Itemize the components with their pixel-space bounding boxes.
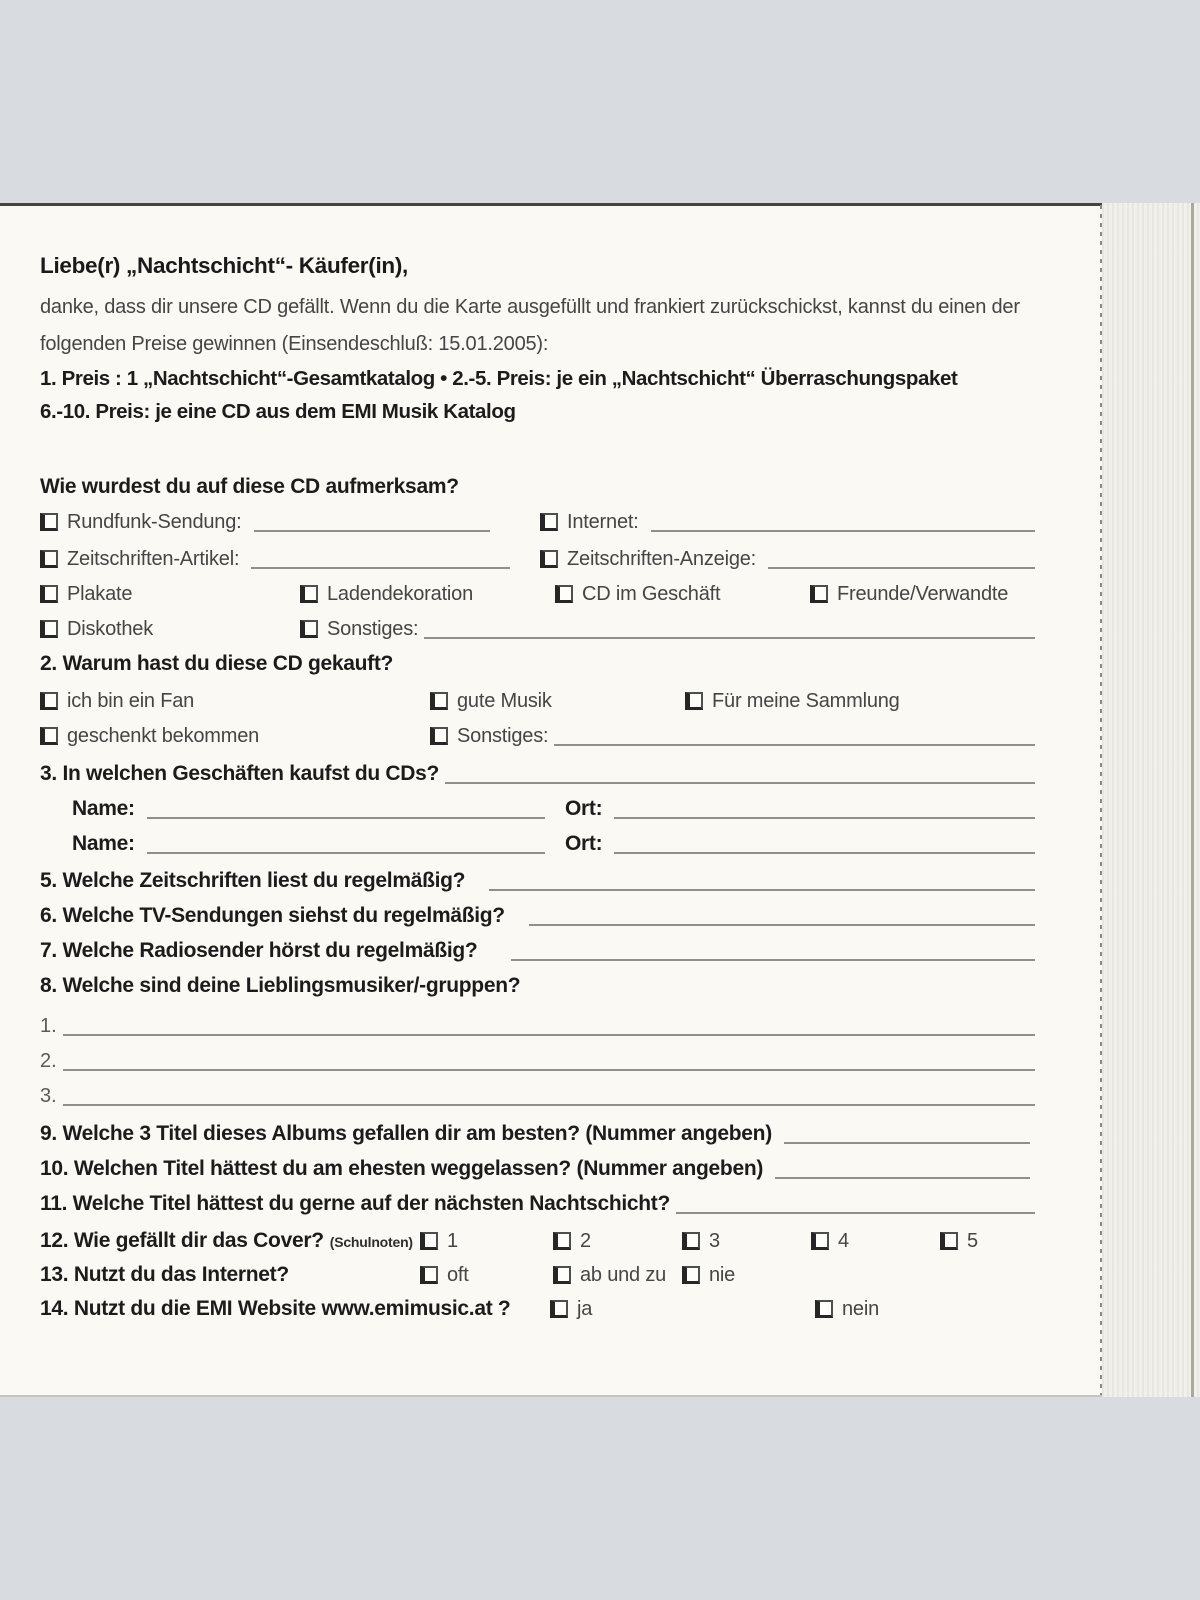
label-emi-website-nein: nein: [842, 1298, 880, 1320]
intro-line-1: danke, dass dir unsere CD gefällt. Wenn du die Karte ausgefüllt und frankiert zurückschickst, kannst du einen der: [40, 296, 1020, 318]
write-in-line-q2-sonstiges[interactable]: [554, 730, 1035, 746]
checkbox-ich-bin-ein-fan[interactable]: [40, 692, 58, 710]
label-gute-musik: gute Musik: [457, 690, 552, 712]
write-in-line-q9[interactable]: [784, 1128, 1030, 1144]
write-in-line-zeitschriften-artikel[interactable]: [251, 553, 510, 569]
label-favorite-3: 3.: [40, 1085, 57, 1107]
write-in-line-q10[interactable]: [775, 1163, 1030, 1179]
write-in-line-zeitschriften-anzeige[interactable]: [768, 553, 1035, 569]
label-freunde-verwandte: Freunde/Verwandte: [837, 583, 1009, 605]
checkbox-cover-1[interactable]: [420, 1232, 438, 1250]
checkbox-emi-website-nein[interactable]: [815, 1300, 833, 1318]
label-q2-sonstiges: Sonstiges:: [457, 725, 549, 747]
label-favorite-2: 2.: [40, 1050, 57, 1072]
label-zeitschriften-artikel: Zeitschriften-Artikel:: [67, 548, 240, 570]
checkbox-zeitschriften-anzeige[interactable]: [540, 550, 558, 568]
booklet-spine-strip: [1102, 203, 1200, 1397]
checkbox-rundfunk-sendung[interactable]: [40, 513, 58, 531]
checkbox-internet-ab-und-zu[interactable]: [553, 1266, 571, 1284]
checkbox-internet-nie[interactable]: [682, 1266, 700, 1284]
questionnaire-card: [0, 203, 1200, 1397]
label-rundfunk-sendung: Rundfunk-Sendung:: [67, 511, 242, 533]
label-name-1: Name:: [72, 797, 135, 820]
checkbox-internet-oft[interactable]: [420, 1266, 438, 1284]
write-in-line-q6[interactable]: [529, 910, 1035, 926]
question-10-title: 10. Welchen Titel hättest du am ehesten weggelassen? (Nummer angeben): [40, 1157, 764, 1180]
write-in-line-name-2[interactable]: [147, 838, 545, 854]
write-in-line-q1-sonstiges[interactable]: [424, 623, 1035, 639]
label-cover-3: 3: [709, 1230, 720, 1252]
salutation: Liebe(r) „Nachtschicht“- Käufer(in),: [40, 253, 408, 278]
checkbox-geschenkt-bekommen[interactable]: [40, 727, 58, 745]
write-in-line-name-1[interactable]: [147, 803, 545, 819]
checkbox-emi-website-ja[interactable]: [550, 1300, 568, 1318]
question-9-title: 9. Welche 3 Titel dieses Albums gefallen dir am besten? (Nummer angeben): [40, 1122, 772, 1145]
question-6-title: 6. Welche TV-Sendungen siehst du regelmäßig?: [40, 904, 505, 927]
checkbox-diskothek[interactable]: [40, 620, 58, 638]
label-ort-1: Ort:: [565, 797, 603, 820]
label-cover-5: 5: [967, 1230, 978, 1252]
write-in-line-ort-2[interactable]: [614, 838, 1035, 854]
label-internet-nie: nie: [709, 1264, 736, 1286]
checkbox-plakate[interactable]: [40, 585, 58, 603]
question-2-title: 2. Warum hast du diese CD gekauft?: [40, 652, 394, 675]
checkbox-cover-2[interactable]: [553, 1232, 571, 1250]
checkbox-q1-sonstiges[interactable]: [300, 620, 318, 638]
label-cover-1: 1: [447, 1230, 458, 1252]
checkbox-internet[interactable]: [540, 513, 558, 531]
question-3-title: 3. In welchen Geschäften kaufst du CDs?: [40, 762, 440, 785]
checkbox-q2-sonstiges[interactable]: [430, 727, 448, 745]
prizes-line-2: 6.-10. Preis: je eine CD aus dem EMI Musik Katalog: [40, 400, 516, 423]
checkbox-cover-3[interactable]: [682, 1232, 700, 1250]
intro-line-2: folgenden Preise gewinnen (Einsendeschluß: 15.01.2005):: [40, 333, 549, 355]
checkbox-cd-im-geschaeft[interactable]: [555, 585, 573, 603]
label-q1-sonstiges: Sonstiges:: [327, 618, 419, 640]
write-in-line-favorite-1[interactable]: [63, 1020, 1035, 1036]
checkbox-freunde-verwandte[interactable]: [810, 585, 828, 603]
perforation-line: [1100, 205, 1102, 1395]
write-in-line-favorite-3[interactable]: [63, 1090, 1035, 1106]
label-internet-oft: oft: [447, 1264, 469, 1286]
write-in-line-q11[interactable]: [676, 1198, 1035, 1214]
write-in-line-internet[interactable]: [651, 516, 1035, 532]
question-5-title: 5. Welche Zeitschriften liest du regelmäßig?: [40, 869, 466, 892]
question-13-title: 13. Nutzt du das Internet?: [40, 1263, 289, 1286]
question-12-title: 12. Wie gefällt dir das Cover?: [40, 1229, 324, 1252]
checkbox-cover-4[interactable]: [811, 1232, 829, 1250]
write-in-line-q7[interactable]: [511, 945, 1035, 961]
label-plakate: Plakate: [67, 583, 133, 605]
label-fuer-meine-sammlung: Für meine Sammlung: [712, 690, 900, 712]
label-internet: Internet:: [567, 511, 639, 533]
checkbox-fuer-meine-sammlung[interactable]: [685, 692, 703, 710]
write-in-line-q3[interactable]: [445, 768, 1035, 784]
write-in-line-rundfunk[interactable]: [254, 516, 490, 532]
label-ich-bin-ein-fan: ich bin ein Fan: [67, 690, 195, 712]
label-diskothek: Diskothek: [67, 618, 154, 640]
booklet-page-edge: [1191, 203, 1194, 1397]
label-internet-ab-und-zu: ab und zu: [580, 1264, 667, 1286]
checkbox-zeitschriften-artikel[interactable]: [40, 550, 58, 568]
label-favorite-1: 1.: [40, 1015, 57, 1037]
question-1-title: Wie wurdest du auf diese CD aufmerksam?: [40, 475, 459, 498]
checkbox-cover-5[interactable]: [940, 1232, 958, 1250]
label-zeitschriften-anzeige: Zeitschriften-Anzeige:: [567, 548, 757, 570]
label-cover-2: 2: [580, 1230, 591, 1252]
question-8-title: 8. Welche sind deine Lieblingsmusiker/-gruppen?: [40, 974, 521, 997]
write-in-line-q5[interactable]: [489, 875, 1035, 891]
question-11-title: 11. Welche Titel hättest du gerne auf der nächsten Nachtschicht?: [40, 1192, 671, 1215]
write-in-line-ort-1[interactable]: [614, 803, 1035, 819]
question-12-note: (Schulnoten): [329, 1234, 413, 1250]
prizes-line-1: 1. Preis : 1 „Nachtschicht“-Gesamtkatalog • 2.-5. Preis: je ein „Nachtschicht“ Überraschungspaket: [40, 367, 958, 390]
label-geschenkt-bekommen: geschenkt bekommen: [67, 725, 260, 747]
checkbox-ladendekoration[interactable]: [300, 585, 318, 603]
label-ladendekoration: Ladendekoration: [327, 583, 474, 605]
label-ort-2: Ort:: [565, 832, 603, 855]
write-in-line-favorite-2[interactable]: [63, 1055, 1035, 1071]
checkbox-gute-musik[interactable]: [430, 692, 448, 710]
label-name-2: Name:: [72, 832, 135, 855]
question-14-title: 14. Nutzt du die EMI Website www.emimusic.at ?: [40, 1297, 511, 1320]
label-emi-website-ja: ja: [577, 1298, 593, 1320]
label-cd-im-geschaeft: CD im Geschäft: [582, 583, 721, 605]
question-7-title: 7. Welche Radiosender hörst du regelmäßig?: [40, 939, 478, 962]
label-cover-4: 4: [838, 1230, 849, 1252]
